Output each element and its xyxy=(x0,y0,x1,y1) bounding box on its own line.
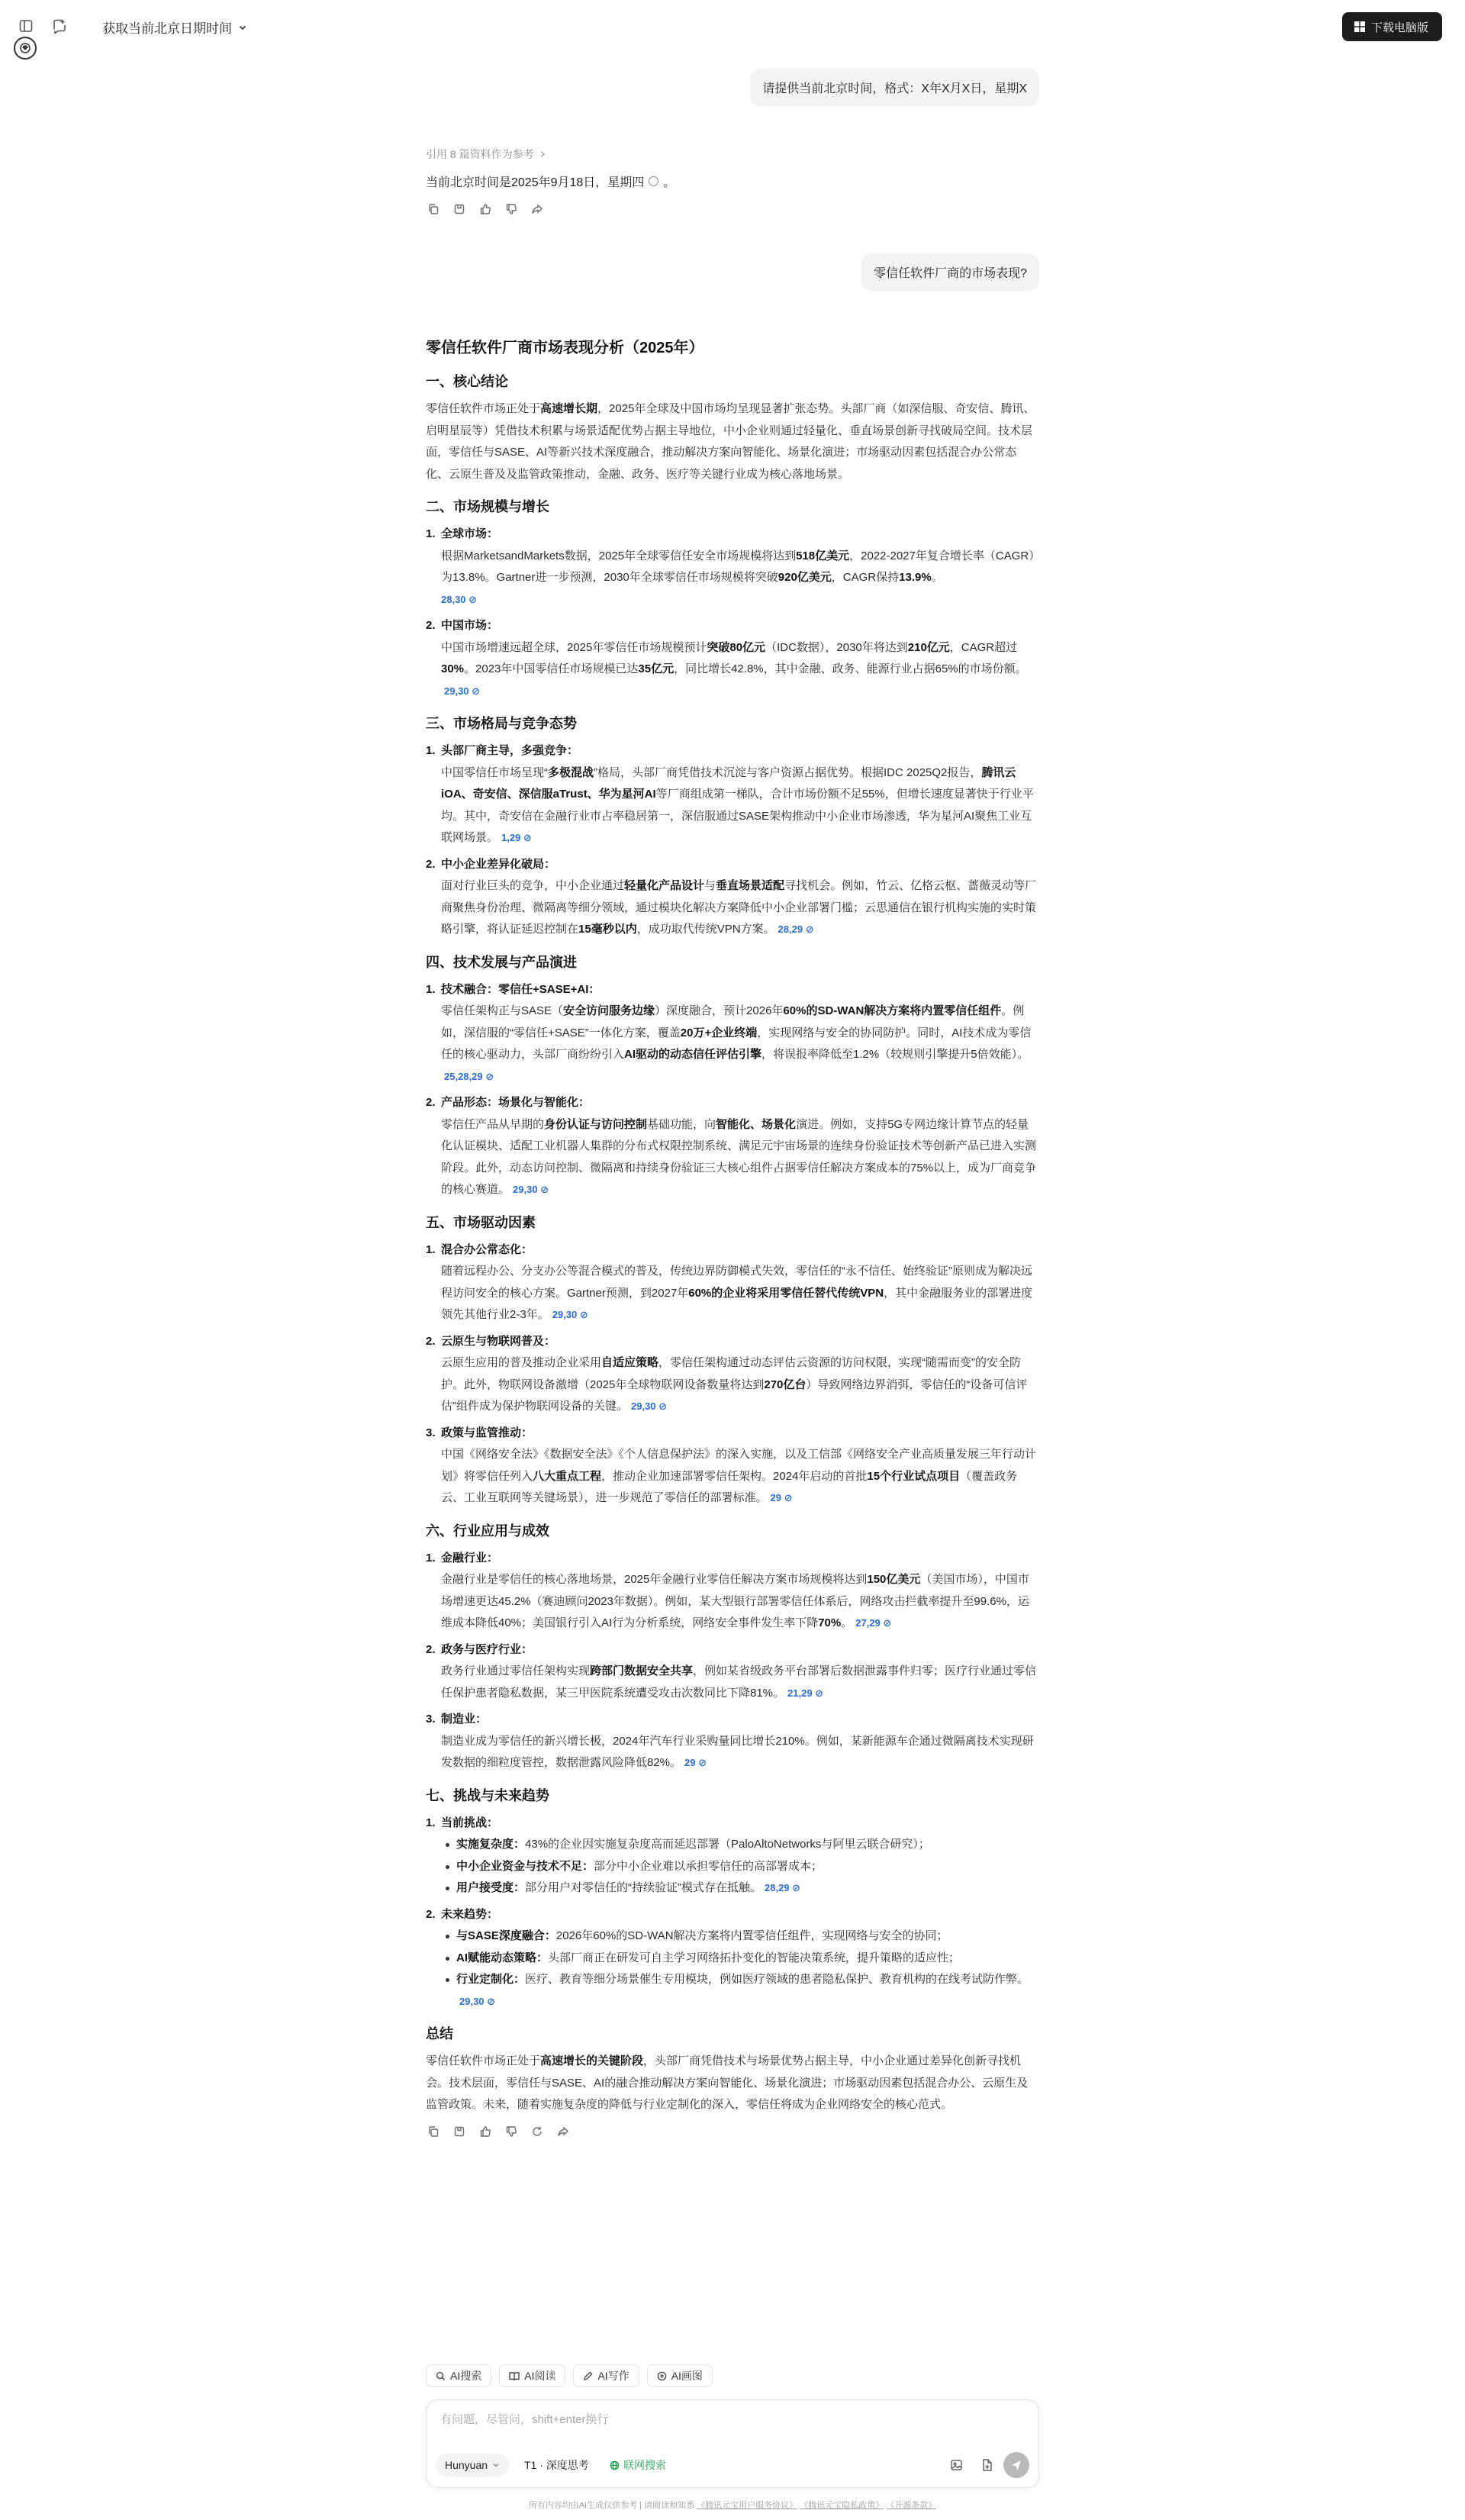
footer-disclaimer: 所有内容均由AI生成仅供参考 | 请阅读和知悉 《腾讯元宝用户服务协议》 《腾讯元宝隐私政策》 《开源条款》 xyxy=(528,2501,937,2510)
citation-link[interactable]: 1,29 ⊘ xyxy=(501,832,532,843)
section-list xyxy=(426,740,1039,941)
thumbs-up-icon[interactable] xyxy=(478,2124,493,2139)
section-list xyxy=(426,1239,1039,1510)
section-list xyxy=(426,524,1039,702)
thumbs-up-icon[interactable] xyxy=(478,201,493,217)
section-paragraph: 零信任软件市场正处于高速增长期，2025年全球及中国市场均呈现显著扩张态势。头部厂商（如深信服、奇安信、腾讯、启明星辰等）凭借技术积累与场景适配优势占据主导地位，中小企业则通过轻量化、垂直场景创新寻找破局空间。技术层面，零信任与SASE、AI等新兴技术深度融合，推动解决方案向智能化、场景化演进；市场驱动因素包括混合办公常态化、云原生普及及监管政策推动，金融、政务、医疗等关键行业成为核心落地场景。 xyxy=(426,402,1035,481)
globe-icon xyxy=(610,2460,620,2470)
citation-link[interactable]: 29,30 ⊘ xyxy=(513,1184,549,1195)
list-item: 1. 混合办公常态化： 随着远程办公、分支办公等混合模式的普及，传统边界防御模式失效，零信任的“永不信任、始终验证”原则成为解决远程访问安全的核心方案。Gartner预测，到2027年60%的企业将采用零信任替代传统VPN，其中金融服务业的部署进度领先其他行业2-3年。 29,30 ⊘ xyxy=(426,1242,1033,1321)
list-item: 1. 技术融合：零信任+SASE+AI： 零信任架构正与SASE（安全访问服务边缘）深度融合，预计2026年60%的SD-WAN解决方案将内置零信任组件。例如，深信服的“零信任+SASE”一体化方案，覆盖20万+企业终端，实现网络与安全的协同防护。同时，AI技术成为零信任的核心驱动力，头部厂商纷纷引入AI驱动的动态信任评估引擎，将误报率降低至1.2%（较规则引擎提升5倍效能）。25,28,29 ⊘ xyxy=(426,982,1032,1082)
file-upload-icon[interactable] xyxy=(979,2457,996,2473)
chip-ai-write[interactable]: AI写作 xyxy=(573,2364,639,2387)
list-item: 3. 政策与监管推动： 中国《网络安全法》《数据安全法》《个人信息保护法》的深入实施，以及工信部《网络安全产业高质量发展三年行动计划》将零信任列入八大重点工程，推动企业加速部署零信任架构。2024年启动的首批15个行业试点项目（覆盖政务云、工业互联网等关键场景），进一步规范了零信任的部署标准。 29 ⊘ xyxy=(426,1426,1037,1504)
assistant-answer-1 xyxy=(426,172,675,190)
bullet-list xyxy=(441,1925,1039,2012)
bullet-item: AI赋能动态策略：头部厂商正在研发可自主学习网络拓扑变化的智能决策系统，提升策略的适应性； xyxy=(441,1948,1039,1970)
section-heading: 四、技术发展与产品演进 xyxy=(426,954,577,970)
privacy-policy-link[interactable]: 《腾讯元宝隐私政策》 xyxy=(800,2501,884,2510)
bullet-item: 与SASE深度融合：2026年60%的SD-WAN解决方案将内置零信任组件，实现网络与安全的协同； xyxy=(441,1925,1039,1948)
regenerate-icon[interactable] xyxy=(530,2124,545,2139)
citation-link[interactable]: 28,29 ⊘ xyxy=(765,1882,801,1893)
user-agreement-link[interactable]: 《腾讯元宝用户服务协议》 xyxy=(697,2501,798,2510)
list-item: 2. 云原生与物联网普及： 云原生应用的普及推动企业采用自适应策略，零信任架构通过动态评估云资源的访问权限，实现“随需而变”的安全防护。此外，物联网设备激增（2025年全球物联网设备数量将达到270亿台）导致网络边界消弭，零信任的“设备可信评估”组件成为保护物联网设备的关键。 29,30 ⊘ xyxy=(426,1334,1028,1413)
section-heading: 七、挑战与未来趋势 xyxy=(426,1787,549,1803)
user-message-2 xyxy=(861,253,1039,291)
list-item: 1. 全球市场： 根据MarketsandMarkets数据，2025年全球零信任安全市场规模将达到518亿美元，2022-2027年复合增长率（CAGR）为13.8%。Gartner进一步预测，2030年全球零信任市场规模将突破920亿美元，CAGR保持13.9%。 28,30 ⊘ xyxy=(426,527,1035,605)
references-label: 引用 8 篇资料作为参考 xyxy=(426,148,534,160)
list-item: 3. 制造业： 制造业成为零信任的新兴增长极，2024年汽车行业采购量同比增长210%。例如，某新能源车企通过微隔离技术实现研发数据的细粒度管控，数据泄露风险降低82%。 29 ⊘ xyxy=(426,1713,1034,1769)
bullet-item: 中小企业资金与技术不足：部分中小企业难以承担零信任的高部署成本； xyxy=(441,1856,1039,1878)
list-item: 2. 中国市场： 中国市场增速远超全球，2025年零信任市场规模预计突破80亿元（IDC数据），2030年将达到210亿元，CAGR超过30%。2023年中国零信任市场规模已达35亿元，同比增长42.8%，其中金融、政务、能源行业占据65%的市场份额。29,30 ⊘ xyxy=(426,619,1027,697)
section-heading: 二、市场规模与增长 xyxy=(426,499,549,514)
list-item: 1. 金融行业： 金融行业是零信任的核心落地场景，2025年金融行业零信任解决方案市场规模将达到150亿美元（美国市场），中国市场增速更达45.2%（赛迪顾问2023年数据）。例如，某大型银行部署零信任体系后，网络攻击拦截率提升至99.6%，运维成本降低40%；美国银行引入AI行为分析系统，网络安全事件发生率下降70%。 27,29 ⊘ xyxy=(426,1551,1029,1629)
book-icon xyxy=(509,2371,520,2381)
palette-icon xyxy=(657,2371,667,2381)
save-icon[interactable] xyxy=(452,201,467,217)
section-heading: 五、市场驱动因素 xyxy=(426,1214,536,1230)
search-icon xyxy=(436,2371,446,2381)
share-icon[interactable] xyxy=(555,2124,571,2139)
chip-ai-search[interactable]: AI搜索 xyxy=(426,2364,491,2387)
list-item: 2. 产品形态：场景化与智能化： 零信任产品从早期的身份认证与访问控制基础功能，向智能化、场景化演进。例如，支持5G专网边缘计算节点的轻量化认证模块、适配工业机器人集群的分布式权限控制系统、满足元宇宙场景的连续身份验证技术等创新产品已进入实测阶段。此外，动态访问控制、微隔离和持续身份验证三大核心组件占据零信任解决方案成本的75%以上，成为厂商竞争的核心赛道。 29,30 ⊘ xyxy=(426,1096,1037,1196)
chip-ai-draw[interactable]: AI画图 xyxy=(647,2364,713,2387)
user-message-text: 零信任软件厂商的市场表现? xyxy=(874,267,1027,280)
open-source-link[interactable]: 《开源条款》 xyxy=(886,2501,937,2510)
chevron-down-icon xyxy=(492,2461,500,2469)
image-upload-icon[interactable] xyxy=(948,2457,965,2473)
answer-2-actions xyxy=(426,2124,1039,2139)
copy-icon[interactable] xyxy=(426,201,441,217)
chevron-down-icon xyxy=(238,23,247,32)
list-item: 1. 头部厂商主导，多强竞争： 中国零信任市场呈现“多极混战”格局，头部厂商凭借技术沉淀与客户资源占据优势。根据IDC 2025Q2报告，腾讯云iOA、奇安信、深信服aTrust、华为星河AI等厂商组成第一梯队，合计市场份额不足55%，但增长速度显著快于行业平均。其中，奇安信在金融行业市占率稳居第一，深信服通过SASE架构推动中小企业市场渗透，华为星河AI聚焦工业互联网场景。 1,29 ⊘ xyxy=(426,744,1034,844)
tool-chips xyxy=(426,2364,713,2387)
section-heading: 总结 xyxy=(426,2026,453,2041)
user-message-1 xyxy=(750,69,1039,106)
weather-sun-icon xyxy=(649,176,658,186)
citation-link[interactable]: 29,30 ⊘ xyxy=(444,685,481,697)
chip-ai-read[interactable]: AI阅读 xyxy=(499,2364,565,2387)
answer-tail: 。 xyxy=(663,176,676,189)
copy-icon[interactable] xyxy=(426,2124,441,2139)
download-desktop-button[interactable] xyxy=(1342,12,1442,41)
section-heading: 三、市场格局与竞争态势 xyxy=(426,716,577,731)
citation-link[interactable]: 28,30 ⊘ xyxy=(441,593,478,605)
conversation-title: 获取当前北京日期时间 xyxy=(102,21,232,36)
citation-link[interactable]: 29 ⊘ xyxy=(684,1757,707,1768)
list-item: 1. 当前挑战： 实施复杂度：43%的企业因实施复杂度高而延迟部署（PaloAltoNetworks与阿里云联合研究）； 中小企业资金与技术不足：部分中小企业难以承担零信任的高部署成本； 用户接受度：部分用户对零信任的“持续验证”模式存在抵触。 28,29 ⊘ xyxy=(426,1813,1039,1900)
send-button[interactable] xyxy=(1003,2452,1029,2478)
citation-link[interactable]: 25,28,29 ⊘ xyxy=(444,1070,494,1082)
send-arrow-icon xyxy=(1010,2459,1022,2471)
chevron-right-icon xyxy=(539,150,546,158)
conversation-title-dropdown[interactable] xyxy=(102,18,247,37)
share-icon[interactable] xyxy=(530,201,545,217)
top-bar xyxy=(0,0,1465,52)
bullet-item: 实施复杂度：43%的企业因实施复杂度高而延迟部署（PaloAltoNetworks与阿里云联合研究）； xyxy=(441,1834,1039,1856)
citation-link[interactable]: 28,29 ⊘ xyxy=(778,923,814,935)
thumbs-down-icon[interactable] xyxy=(504,2124,519,2139)
answer-1-actions xyxy=(426,201,545,217)
web-search-toggle[interactable]: 联网搜索 xyxy=(604,2454,672,2476)
bullet-list xyxy=(441,1834,1039,1900)
citation-link[interactable]: 29,30 ⊘ xyxy=(459,1995,496,2007)
section-heading: 六、行业应用与成效 xyxy=(426,1523,549,1539)
citation-link[interactable]: 27,29 ⊘ xyxy=(855,1617,892,1629)
avatar[interactable] xyxy=(14,37,37,60)
section-list xyxy=(426,1813,1039,2013)
thumbs-down-icon[interactable] xyxy=(504,201,519,217)
summary-paragraph: 零信任软件市场正处于高速增长的关键阶段，头部厂商凭借技术与场景优势占据主导，中小企业通过差异化创新寻找机会。技术层面，零信任与SASE、AI的融合推动解决方案向智能化、场景化演进；市场驱动因素包括混合办公、云原生及监管政策。未来，随着实施复杂度的降低与行业定制化的深入，零信任将成为企业网络安全的核心范式。 xyxy=(426,2054,1029,2111)
user-message-text: 请提供当前北京时间，格式：X年X月X日，星期X xyxy=(762,82,1027,95)
citation-link[interactable]: 21,29 ⊘ xyxy=(787,1687,824,1699)
bullet-item: 用户接受度：部分用户对零信任的“持续验证”模式存在抵触。 28,29 ⊘ xyxy=(441,1877,1039,1900)
message-input[interactable]: 有问题，尽管问，shift+enter换行 xyxy=(440,2413,609,2426)
section-heading: 一、核心结论 xyxy=(426,374,508,389)
citation-link[interactable]: 29 ⊘ xyxy=(770,1492,793,1503)
pen-icon xyxy=(583,2371,593,2381)
assistant-answer-2 xyxy=(426,336,1039,2139)
references-toggle[interactable] xyxy=(426,147,546,162)
save-icon[interactable] xyxy=(452,2124,467,2139)
citation-link[interactable]: 29,30 ⊘ xyxy=(631,1400,668,1412)
article-title: 零信任软件厂商市场表现分析（2025年） xyxy=(426,340,704,356)
list-item: 2. 政务与医疗行业： 政务行业通过零信任架构实现跨部门数据安全共享，例如某省级政务平台部署后数据泄露事件归零；医疗行业通过零信任保护患者隐私数据，某三甲医院系统遭受攻击次数同比下降81%。 21,29 ⊘ xyxy=(426,1642,1037,1700)
new-chat-icon[interactable] xyxy=(50,17,69,35)
windows-icon xyxy=(1354,21,1365,32)
bullet-item: 行业定制化：医疗、教育等细分场景催生专用模块，例如医疗领域的患者隐私保护、教育机构的在线考试防作弊。29,30 ⊘ xyxy=(441,1969,1039,2012)
download-label: 下载电脑版 xyxy=(1370,21,1428,34)
sidebar-toggle-icon[interactable] xyxy=(17,17,35,35)
message-composer xyxy=(426,2399,1039,2488)
answer-text: 当前北京时间是2025年9月18日，星期四 xyxy=(426,176,645,189)
citation-link[interactable]: 29,30 ⊘ xyxy=(552,1309,588,1320)
model-selector[interactable]: Hunyuan xyxy=(436,2454,509,2476)
list-item: 2. 未来趋势： 与SASE深度融合：2026年60%的SD-WAN解决方案将内置零信任组件，实现网络与安全的协同； AI赋能动态策略：头部厂商正在研发可自主学习网络拓扑变化的智能决策系统，提升策略的适应性； 行业定制化：医疗、教育等细分场景催生专用模块，例如医疗领域的患者隐私保护、教育机构的在线考试防作弊。29,30 ⊘ xyxy=(426,1904,1039,2013)
list-item: 2. 中小企业差异化破局： 面对行业巨头的竞争，中小企业通过轻量化产品设计与垂直场景适配寻找机会。例如，竹云、亿格云枢、蔷薇灵动等厂商聚焦身份治理、微隔离等细分领域，通过模块化解决方案降低中小企业部署门槛；云思通信在银行机构实施的实时策略引擎，将认证延迟控制在15毫秒以内，成功取代传统VPN方案。 28,29 ⊘ xyxy=(426,857,1037,936)
section-list xyxy=(426,1548,1039,1774)
deep-think-toggle[interactable]: T1 · 深度思考 xyxy=(524,2459,589,2471)
section-list xyxy=(426,979,1039,1201)
